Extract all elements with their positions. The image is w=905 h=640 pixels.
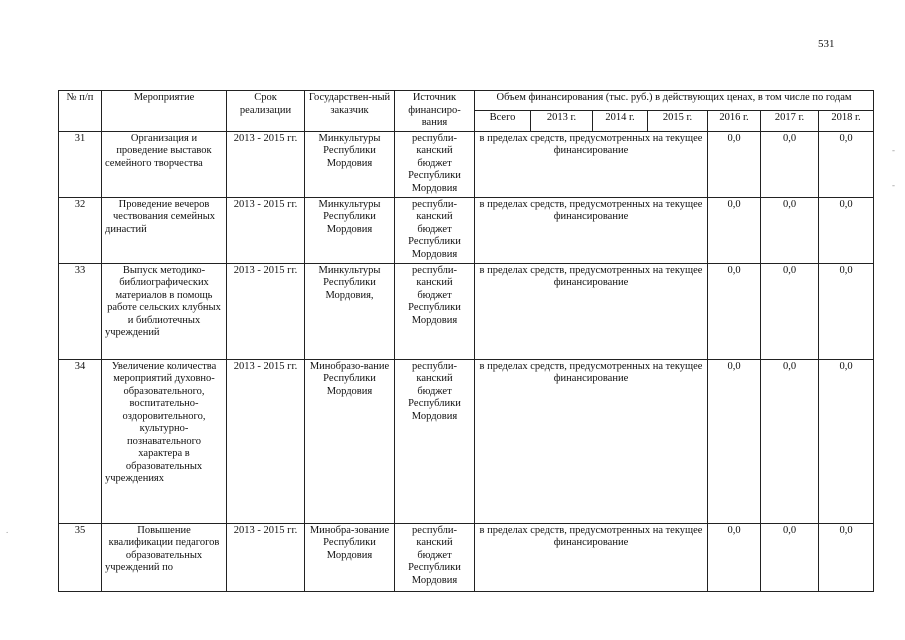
row-term: 2013 - 2015 гг. — [227, 359, 305, 523]
row-event: Организация и проведение выставок семейного творчества — [102, 131, 227, 197]
header-year: 2015 г. — [648, 111, 708, 131]
row-term: 2013 - 2015 гг. — [227, 131, 305, 197]
row-event: Проведение вечеров чествования семейных династий — [102, 197, 227, 263]
row-funding: в пределах средств, предусмотренных на текущее финансирование — [475, 263, 708, 359]
row-value-2016: 0,0 — [708, 523, 761, 591]
header-year: 2014 г. — [593, 111, 648, 131]
row-term: 2013 - 2015 гг. — [227, 523, 305, 591]
row-value-2016: 0,0 — [708, 359, 761, 523]
row-funding: в пределах средств, предусмотренных на текущее финансирование — [475, 197, 708, 263]
row-value-2017: 0,0 — [761, 263, 819, 359]
table-row — [59, 523, 874, 591]
row-value-2018: 0,0 — [819, 523, 874, 591]
row-number: 33 — [59, 263, 102, 359]
row-funding: в пределах средств, предусмотренных на текущее финансирование — [475, 131, 708, 197]
row-value-2018: 0,0 — [819, 197, 874, 263]
row-value-2018: 0,0 — [819, 263, 874, 359]
row-customer: Минкультуры Республики Мордовия — [305, 131, 395, 197]
header-volume: Объем финансирования (тыс. руб.) в действующих ценах, в том числе по годам — [475, 91, 874, 111]
row-event: Повышение квалификации педагогов образовательных учреждений по — [102, 523, 227, 591]
row-funding: в пределах средств, предусмотренных на текущее финансирование — [475, 523, 708, 591]
row-value-2018: 0,0 — [819, 131, 874, 197]
table-row — [59, 263, 874, 359]
scan-mark: - — [892, 180, 895, 190]
header-number: № п/п — [59, 91, 102, 132]
header-customer: Государствен-ный заказчик — [305, 91, 395, 132]
header-event: Мероприятие — [102, 91, 227, 132]
row-term: 2013 - 2015 гг. — [227, 263, 305, 359]
header-year: 2013 г. — [531, 111, 593, 131]
row-number: 32 — [59, 197, 102, 263]
row-customer: Минкультуры Республики Мордовия, — [305, 263, 395, 359]
row-number: 31 — [59, 131, 102, 197]
table-row — [59, 131, 874, 197]
row-value-2017: 0,0 — [761, 359, 819, 523]
row-source: республи-канский бюджет Республики Мордовия — [395, 359, 475, 523]
row-value-2017: 0,0 — [761, 131, 819, 197]
table-row — [59, 197, 874, 263]
row-event: Увеличение количества мероприятий духовно-образовательного, воспитательно-оздоровительного, культурно-познавательного характера в образовательных учреждениях — [102, 359, 227, 523]
row-source: республи-канский бюджет Республики Мордовия — [395, 197, 475, 263]
header-year: 2016 г. — [708, 111, 761, 131]
header-year: 2017 г. — [761, 111, 819, 131]
row-source: республи-канский бюджет Республики Мордовия — [395, 131, 475, 197]
row-source: республи-канский бюджет Республики Мордовия — [395, 523, 475, 591]
row-customer: Минобра-зование Республики Мордовия — [305, 523, 395, 591]
row-customer: Минкультуры Республики Мордовия — [305, 197, 395, 263]
row-funding: в пределах средств, предусмотренных на текущее финансирование — [475, 359, 708, 523]
row-term: 2013 - 2015 гг. — [227, 197, 305, 263]
scan-mark: - — [892, 145, 895, 155]
row-event: Выпуск методико-библиографических материалов в помощь работе сельских клубных и библиотечных учреждений — [102, 263, 227, 359]
page-number: 531 — [818, 38, 835, 50]
header-total: Всего — [475, 111, 531, 131]
header-year: 2018 г. — [819, 111, 874, 131]
financing-table — [58, 90, 874, 592]
row-value-2016: 0,0 — [708, 263, 761, 359]
scan-mark: . — [6, 525, 9, 535]
row-value-2016: 0,0 — [708, 131, 761, 197]
table-row — [59, 359, 874, 523]
row-number: 35 — [59, 523, 102, 591]
row-value-2017: 0,0 — [761, 197, 819, 263]
header-term: Срок реализации — [227, 91, 305, 132]
row-value-2016: 0,0 — [708, 197, 761, 263]
table-header-row — [59, 91, 874, 111]
row-source: республи-канский бюджет Республики Мордовия — [395, 263, 475, 359]
row-number: 34 — [59, 359, 102, 523]
row-value-2018: 0,0 — [819, 359, 874, 523]
row-value-2017: 0,0 — [761, 523, 819, 591]
header-source: Источник финансиро-вания — [395, 91, 475, 132]
row-customer: Минобразо-вание Республики Мордовия — [305, 359, 395, 523]
